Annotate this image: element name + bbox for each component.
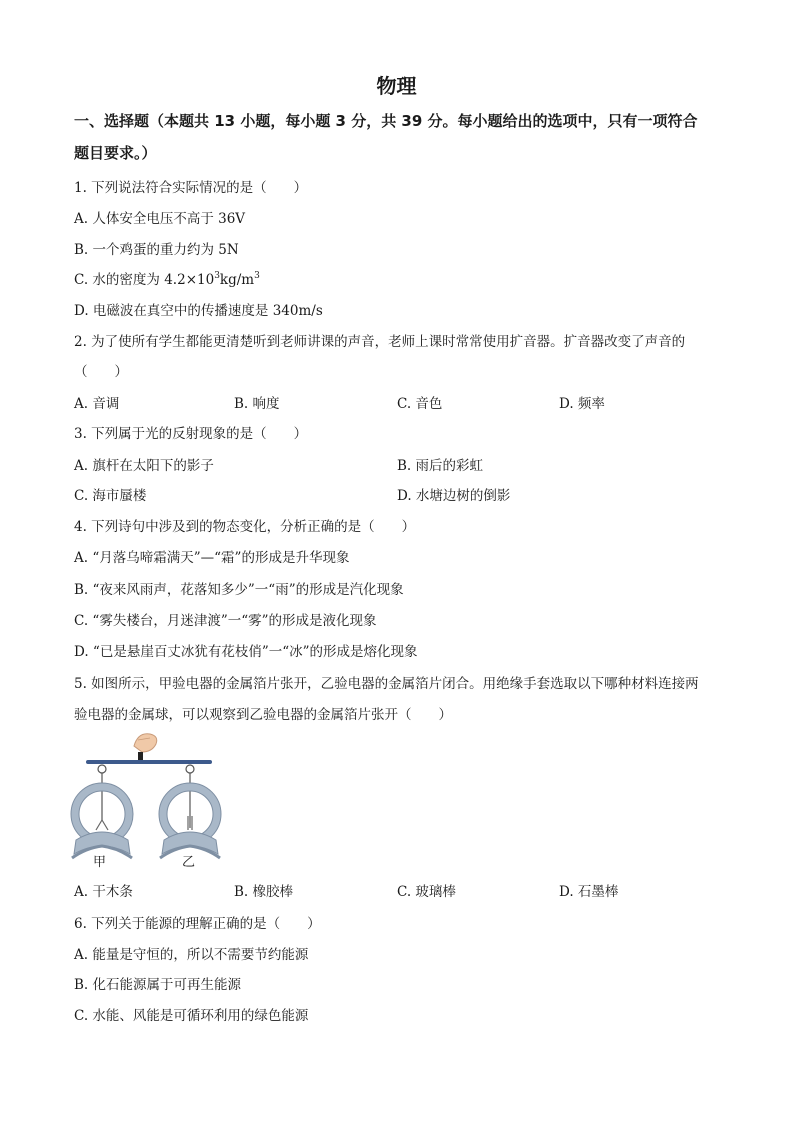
electroscope-jia bbox=[71, 765, 133, 858]
q4-option-c: C. “雾失楼台，月迷津渡”一“雾”的形成是液化现象 bbox=[74, 613, 377, 629]
q5-option-d: D. 石墨棒 bbox=[559, 884, 619, 900]
label-jia: 甲 bbox=[93, 855, 107, 870]
q2-option-a: A. 音调 bbox=[74, 396, 120, 412]
q1-option-c-exponent: 3 bbox=[214, 271, 220, 281]
q1-stem: 1. 下列说法符合实际情况的是（ ） bbox=[74, 180, 308, 196]
q1-option-c-unit: kg/m bbox=[219, 272, 255, 288]
q3-option-a: A. 旗杆在太阳下的影子 bbox=[74, 458, 214, 474]
q5-stem-line2: 验电器的金属球，可以观察到乙验电器的金属箔片张开（ ） bbox=[74, 707, 452, 723]
electroscope-figure bbox=[66, 728, 236, 872]
q5-option-a: A. 干木条 bbox=[74, 884, 133, 900]
q6-option-c: C. 水能、风能是可循环利用的绿色能源 bbox=[74, 1008, 309, 1024]
q6-option-a: A. 能量是守恒的，所以不需要节约能源 bbox=[74, 947, 309, 963]
q3-stem: 3. 下列属于光的反射现象的是（ ） bbox=[74, 426, 308, 442]
q2-stem-line2: （ ） bbox=[74, 364, 128, 380]
q6-stem: 6. 下列关于能源的理解正确的是（ ） bbox=[74, 916, 321, 932]
q2-stem-line1: 2. 为了使所有学生都能更清楚听到老师讲课的声音，老师上课时常常使用扩音器。扩音器改变了声音的 bbox=[74, 334, 686, 350]
q5-option-c: C. 玻璃棒 bbox=[397, 884, 456, 900]
q3-option-d: D. 水塘边树的倒影 bbox=[397, 488, 511, 504]
q1-option-c bbox=[74, 268, 260, 288]
q1-option-c-prefix: C. 水的密度为 4.2×10 bbox=[74, 272, 215, 288]
q3-option-b: B. 雨后的彩虹 bbox=[397, 458, 484, 474]
q4-option-b: B. “夜来风雨声，花落知多少”一“雨”的形成是汽化现象 bbox=[74, 582, 404, 598]
q4-option-d: D. “已是悬崖百丈冰犹有花枝俏”一“冰”的形成是熔化现象 bbox=[74, 644, 418, 660]
hand-icon bbox=[134, 734, 157, 764]
page-title: 物理 bbox=[376, 74, 417, 98]
electroscope-yi bbox=[159, 765, 221, 858]
label-yi: 乙 bbox=[182, 855, 196, 870]
q2-option-d: D. 频率 bbox=[559, 396, 605, 412]
q2-option-c: C. 音色 bbox=[397, 396, 443, 412]
q4-stem: 4. 下列诗句中涉及到的物态变化，分析正确的是（ ） bbox=[74, 519, 416, 535]
section-heading-line2: 题目要求。） bbox=[74, 144, 157, 162]
q2-option-b: B. 响度 bbox=[234, 396, 280, 412]
q1-option-b: B. 一个鸡蛋的重力约为 5N bbox=[74, 242, 239, 258]
section-heading-line1: 一、选择题（本题共 13 小题，每小题 3 分，共 39 分。每小题给出的选项中，只有一项符合 bbox=[74, 112, 698, 130]
q1-option-a: A. 人体安全电压不高于 36V bbox=[74, 211, 246, 227]
q5-stem-line1: 5. 如图所示，甲验电器的金属箔片张开，乙验电器的金属箔片闭合。用绝缘手套选取以下哪种材料连接两 bbox=[74, 676, 699, 692]
q6-option-b: B. 化石能源属于可再生能源 bbox=[74, 977, 242, 993]
q1-option-c-unit-exponent: 3 bbox=[254, 271, 260, 281]
q1-option-d: D. 电磁波在真空中的传播速度是 340m/s bbox=[74, 303, 323, 319]
q5-option-b: B. 橡胶棒 bbox=[234, 884, 294, 900]
q4-option-a: A. “月落乌啼霜满天”—“霜”的形成是升华现象 bbox=[74, 550, 350, 566]
q3-option-c: C. 海市蜃楼 bbox=[74, 488, 147, 504]
